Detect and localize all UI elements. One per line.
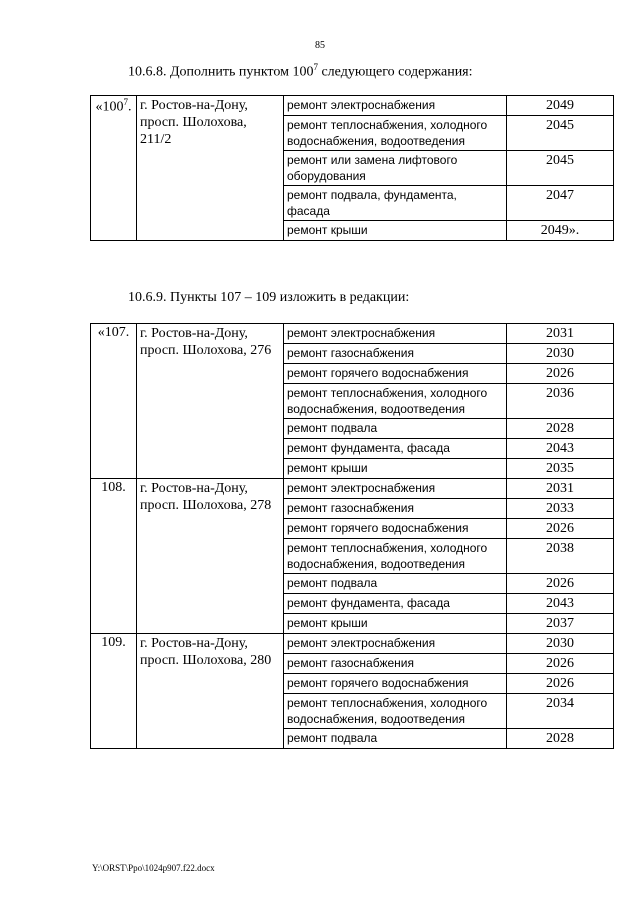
item-number: «$100^7$. [91, 96, 137, 241]
item-address: г. Ростов-на-Дону, просп. Шолохова, 211/2 [137, 96, 284, 241]
item-number: 109. [91, 634, 137, 749]
work-type: ремонт горячего водоснабжения [284, 519, 507, 539]
work-type: ремонт или замена лифтового оборудования [284, 151, 507, 186]
work-year: 2026 [507, 654, 614, 674]
work-year: 2028 [507, 729, 614, 749]
page-number: 85 [315, 40, 325, 51]
work-type: ремонт фундамента, фасада [284, 439, 507, 459]
work-type: ремонт фундамента, фасада [284, 594, 507, 614]
work-year: 2035 [507, 459, 614, 479]
work-year: 2045 [507, 151, 614, 186]
work-type: ремонт электроснабжения [284, 324, 507, 344]
table-row [91, 96, 614, 116]
work-year: 2038 [507, 539, 614, 574]
work-year: 2030 [507, 344, 614, 364]
work-type: ремонт газоснабжения [284, 654, 507, 674]
work-type: ремонт крыши [284, 221, 507, 241]
work-type: ремонт подвала [284, 574, 507, 594]
table-row [91, 324, 614, 344]
section-1-heading: 10.6.8. Дополнить пунктом $100^7$ следующего содержания: [128, 62, 473, 80]
item-address: г. Ростов-на-Дону, просп. Шолохова, 280 [137, 634, 284, 749]
work-type: ремонт теплоснабжения, холодного водоснабжения, водоотведения [284, 384, 507, 419]
section-2-heading: 10.6.9. Пункты 107 – 109 изложить в редакции: [128, 290, 410, 305]
work-year: 2026 [507, 674, 614, 694]
work-type: ремонт крыши [284, 459, 507, 479]
table-row [91, 634, 614, 654]
work-year: 2026 [507, 574, 614, 594]
work-year: 2031 [507, 324, 614, 344]
schedule-table-107-109 [90, 323, 614, 749]
footer-file-path: Y:\ORST\Ppo\1024p907.f22.docx [92, 863, 215, 873]
work-year: 2030 [507, 634, 614, 654]
item-address: г. Ростов-на-Дону, просп. Шолохова, 276 [137, 324, 284, 479]
work-year: 2031 [507, 479, 614, 499]
work-type: ремонт подвала [284, 729, 507, 749]
work-type: ремонт горячего водоснабжения [284, 364, 507, 384]
work-type: ремонт теплоснабжения, холодного водоснабжения, водоотведения [284, 539, 507, 574]
work-year: 2033 [507, 499, 614, 519]
work-type: ремонт теплоснабжения, холодного водоснабжения, водоотведения [284, 694, 507, 729]
work-year: 2026 [507, 364, 614, 384]
work-type: ремонт подвала [284, 419, 507, 439]
work-year: 2037 [507, 614, 614, 634]
work-year: 2045 [507, 116, 614, 151]
item-address: г. Ростов-на-Дону, просп. Шолохова, 278 [137, 479, 284, 634]
work-year: 2026 [507, 519, 614, 539]
work-type: ремонт газоснабжения [284, 344, 507, 364]
work-type: ремонт электроснабжения [284, 479, 507, 499]
work-year: 2034 [507, 694, 614, 729]
work-year: 2036 [507, 384, 614, 419]
work-year: 2043 [507, 594, 614, 614]
work-type: ремонт теплоснабжения, холодного водоснабжения, водоотведения [284, 116, 507, 151]
work-year: 2047 [507, 186, 614, 221]
table-row [91, 479, 614, 499]
work-type: ремонт подвала, фундамента, фасада [284, 186, 507, 221]
work-year: 2049». [507, 221, 614, 241]
work-type: ремонт электроснабжения [284, 634, 507, 654]
work-year: 2028 [507, 419, 614, 439]
work-type: ремонт крыши [284, 614, 507, 634]
work-type: ремонт газоснабжения [284, 499, 507, 519]
schedule-table-100-7 [90, 95, 614, 241]
work-year: 2049 [507, 96, 614, 116]
work-type: ремонт электроснабжения [284, 96, 507, 116]
item-number: «107. [91, 324, 137, 479]
work-year: 2043 [507, 439, 614, 459]
work-type: ремонт горячего водоснабжения [284, 674, 507, 694]
item-number: 108. [91, 479, 137, 634]
